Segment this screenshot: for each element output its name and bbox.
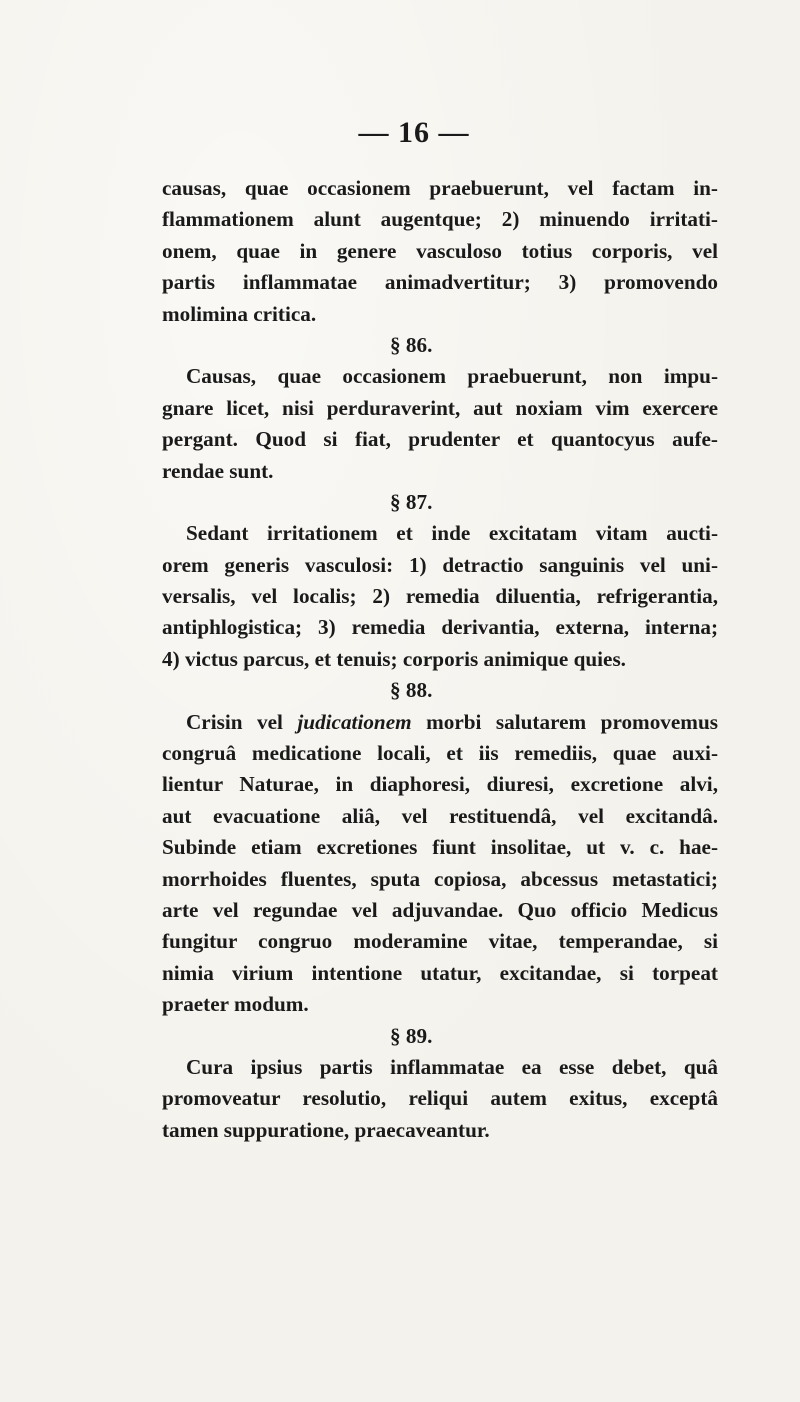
text-line: tamen suppuratione, praecaveantur. (162, 1117, 490, 1142)
section-heading: § 89. (390, 1023, 433, 1048)
text-body (162, 173, 718, 1146)
text-line: arte vel regundae vel adjuvandae. Quo officio Medicus (162, 897, 718, 922)
section-heading: § 87. (390, 489, 433, 514)
text-segment: morbi salutarem promovemus (411, 709, 718, 734)
text-line: flammationem alunt augentque; 2) minuendo irritati- (162, 207, 718, 232)
page-number: — 16 — (358, 116, 470, 149)
text-line: gnare licet, nisi perduraverint, aut noxiam vim exercere (162, 395, 718, 420)
text-line (162, 707, 718, 738)
section-89 (162, 1021, 718, 1147)
text-line: partis inflammatae animadvertitur; 3) promovendo (162, 270, 718, 295)
text-line: rendae sunt. (162, 458, 274, 483)
section-87 (162, 487, 718, 675)
italic-term: judicationem (297, 709, 412, 734)
text-line: lientur Naturae, in diaphoresi, diuresi, excretione alvi, (162, 772, 718, 797)
text-line: orem generis vasculosi: 1) detractio sanguinis vel uni- (162, 552, 718, 577)
section-heading: § 86. (390, 332, 433, 357)
text-line: Cura ipsius partis inflammatae ea esse debet, quâ (186, 1054, 718, 1079)
text-line: Causas, quae occasionem praebuerunt, non impu- (186, 364, 718, 389)
text-line: molimina critica. (162, 301, 317, 326)
text-line: onem, quae in genere vasculoso totius corporis, vel (162, 238, 718, 263)
text-line: praeter modum. (162, 992, 309, 1017)
text-line: morrhoides fluentes, sputa copiosa, abcessus metastatici; (162, 866, 718, 891)
text-line: Sedant irritationem et inde excitatam vitam aucti- (186, 521, 718, 546)
text-line: 4) victus parcus, et tenuis; corporis animique quies. (162, 646, 626, 671)
text-line: antiphlogistica; 3) remedia derivantia, externa, interna; (162, 615, 718, 640)
text-line: pergant. Quod si fiat, prudenter et quantocyus aufe- (162, 427, 718, 452)
section-86 (162, 330, 718, 487)
text-line: nimia virium intentione utatur, excitandae, si torpeat (162, 960, 718, 985)
text-segment: Crisin vel (186, 709, 298, 734)
text-line: promoveatur resolutio, reliqui autem exitus, exceptâ (162, 1086, 718, 1111)
section-88 (162, 675, 718, 1020)
text-line: versalis, vel localis; 2) remedia diluentia, refrigerantia, (162, 584, 718, 609)
text-line: congruâ medicatione locali, et iis remediis, quae auxi- (162, 741, 718, 766)
text-line: causas, quae occasionem praebuerunt, vel factam in- (162, 176, 718, 200)
section-heading: § 88. (390, 678, 433, 703)
paragraph-continuation (162, 173, 718, 330)
text-line: fungitur congruo moderamine vitae, temperandae, si (162, 929, 718, 954)
text-line: aut evacuatione aliâ, vel restituendâ, vel excitandâ. (162, 803, 718, 828)
text-line: Subinde etiam excretiones fiunt insolitae, ut v. c. hae- (162, 835, 718, 860)
